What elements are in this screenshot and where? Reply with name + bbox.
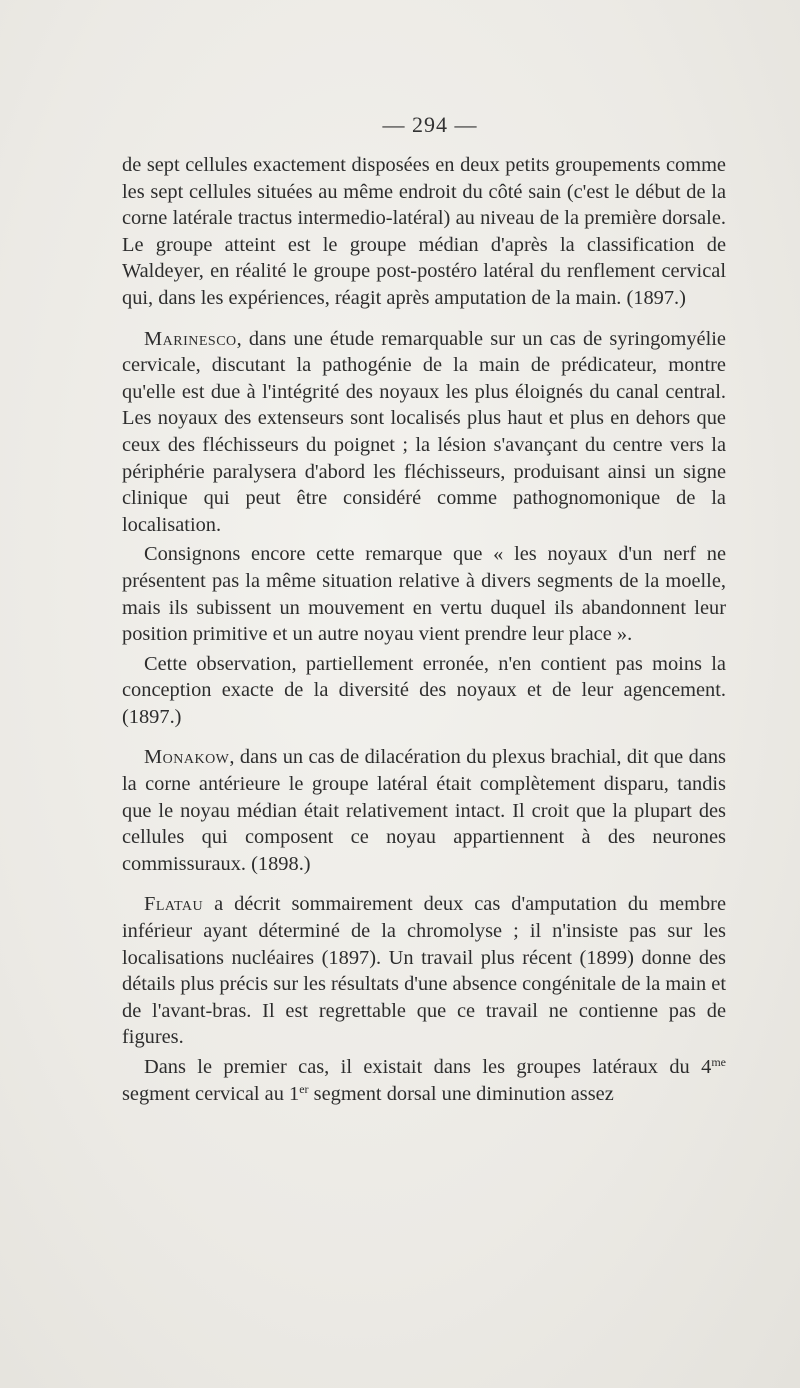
paragraph-observation [122,651,726,731]
book-page [122,112,726,1107]
paragraph-text: de sept cellules exactement disposées en deux petits groupements comme les sept cellules situées au même endroit du côté sain (c'est le début de la corne latérale tractus intermedio-latéral) au niveau de la première dorsale. Le groupe atteint est le groupe médian d'après la classification de Waldeyer, en réalité le groupe post-postéro latéral du renflement cervical qui, dans les expériences, réagit après amputation de la main. (1897.) [122,154,726,309]
paragraph-waldeyer [122,152,726,312]
page-number: — 294 — [382,112,478,137]
paragraph-text: Cette observation, partiellement erronée, n'en contient pas moins la conception exacte de la diversité des noyaux et de leur agencement. (1897.) [122,652,726,728]
author-name: Flatau [144,893,204,916]
paragraph-marinesco [122,326,726,539]
superscript: me [711,1055,726,1069]
paragraph-text: Dans le premier cas, il existait dans les groupes latéraux du 4 [144,1056,712,1078]
paragraph-flatau [122,891,726,1051]
paragraph-text: segment cervical au 1 [122,1082,300,1105]
paragraph-text: segment dorsal une diminution assez [308,1082,614,1105]
paragraph-monakow [122,744,726,877]
author-name: Monakow [144,746,230,769]
paragraph-text: a décrit sommairement deux cas d'amputation du membre inférieur ayant déterminé de la chromolyse ; il n'insiste pas sur les localisations nucléaires (1897). Un travail plus récent (1899) donne des détails plus précis sur les résultats d'une absence congénitale de la main et de l'avant-bras. Il est regrettable que ce travail ne contienne pas de figures. [122,893,726,1049]
paragraph-consignons [122,541,726,647]
paragraph-text: Consignons encore cette remarque que « les noyaux d'un nerf ne présentent pas la même situation relative à divers segments de la moelle, mais ils subissent un mouvement en vertu duquel ils abandonnent leur position primitive et un autre noyau vient prendre leur place ». [122,543,726,646]
paragraph-premier-cas [122,1054,726,1107]
paragraph-text: , dans une étude remarquable sur un cas de syringomyélie cervicale, discutant la pathogénie de la main de prédicateur, montre qu'elle est due à l'intégrité des noyaux les plus éloignés du canal central. Les noyaux des extenseurs sont localisés plus haut et plus en dehors que ceux des fléchisseurs du poignet ; la lésion s'avançant du centre vers la périphérie paralysera d'abord les fléchisseurs, produisant ainsi un signe clinique qui peut être considéré comme pathognomonique de la localisation. [122,327,726,536]
superscript: er [299,1081,309,1096]
author-name: Marinesco [144,327,237,350]
paragraph-text: , dans un cas de dilacération du plexus brachial, dit que dans la corne antérieure le groupe latéral était complètement disparu, tandis que le noyau médian était relativement intact. Il croit que la plupart des cellules qui composent ce noyau appartiennent à des neurones commissuraux. (1898.) [122,746,726,875]
